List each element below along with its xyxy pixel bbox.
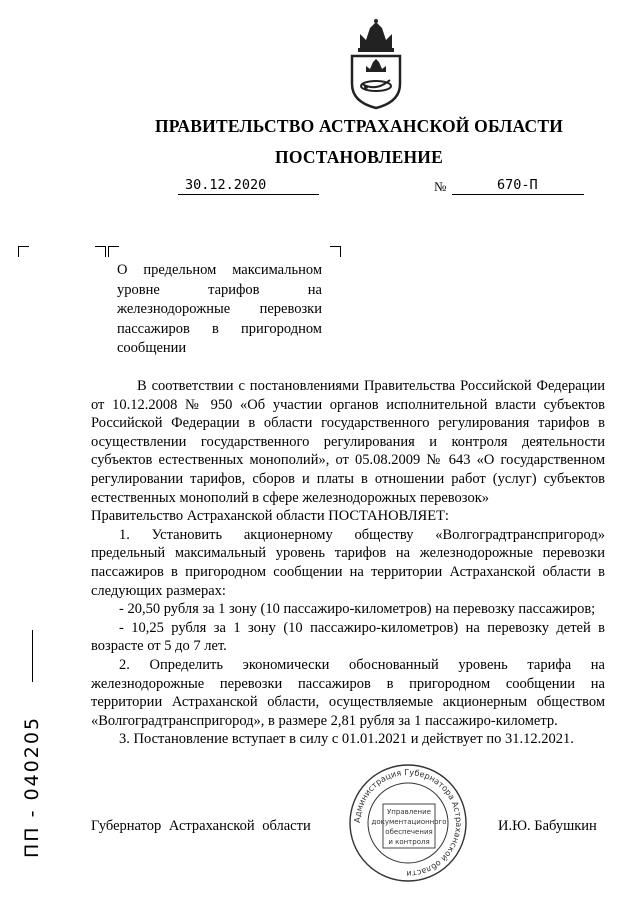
document-subject: О предельном максимальном уровне тарифов на железнодорожные перевозки пассажиров в пригородном сообщении <box>117 262 322 356</box>
clause-1-item-children: - 10,25 рубля за 1 зону (10 пассажиро-километров) на перевозку детей в возрасте от 5 до 7 лет. <box>91 619 605 655</box>
stamp-line-3: обеспечения <box>385 828 433 836</box>
corner-bracket-subject-right <box>330 246 341 257</box>
margin-line <box>32 630 33 682</box>
official-stamp <box>347 762 469 884</box>
document-type: ПОСТАНОВЛЕНИЕ <box>275 147 443 167</box>
stamp-line-1: Управление <box>387 808 431 816</box>
stamp-ring-text: Администрация Губернатора Астраханской области <box>351 766 465 880</box>
signer-title: Губернатор Астраханской области <box>91 818 311 834</box>
document-date: 30.12.2020 <box>178 177 319 195</box>
clause-1-item-passengers: - 20,50 рубля за 1 зону (10 пассажиро-километров) на перевозку пассажиров; <box>119 601 596 618</box>
organization-header <box>0 116 640 168</box>
preamble-paragraph: В соответствии с постановлениями Правительства Российской Федерации от 10.12.2008 № 950 «Об участии органов исполнительной власти субъектов Российской Федерации в области государственного регулирования тарифов в осуществлении государственного регулирования и контроля деятельности субъектов естественных монополий», от 05.08.2009 № 643 «О государственном регулировании тарифов, сборов и платы в отношении работ (услуг) субъектов естественных монополий в сфере железнодорожных перевозок» <box>91 378 605 506</box>
document-number: 670-П <box>452 177 584 195</box>
corner-bracket-left <box>18 246 29 257</box>
coat-of-arms-emblem <box>346 18 406 110</box>
clause-1-paragraph: 1. Установить акционерному обществу «Волгоградтранспригород» предельный максимальный уровень тарифов на железнодорожные перевозки пассажиров в пригородном сообщении на территории Астраханской области в следующих размерах: <box>91 526 605 599</box>
org-name: ПРАВИТЕЛЬСТВО АСТРАХАНСКОЙ ОБЛАСТИ <box>154 116 564 136</box>
side-registration-code <box>14 690 44 860</box>
number-label: № <box>434 179 447 194</box>
clause-3-paragraph: 3. Постановление вступает в силу с 01.01.2021 и действует по 31.12.2021. <box>119 731 574 748</box>
registration-code-text: ПП - 040205 <box>21 715 43 858</box>
signer-name: И.Ю. Бабушкин <box>498 818 597 834</box>
document-body <box>91 377 605 749</box>
clause-2-paragraph: 2. Определить экономически обоснованный уровень тарифа на железнодорожные перевозки пассажиров в пригородном сообщении на территории Астраханской области, осуществляемые акционерным обществом «Волгоградтранспригород», в размере 2,81 рубля за 1 пассажиро-километр. <box>91 656 605 729</box>
stamp-line-2: документационного <box>371 818 447 826</box>
corner-bracket-subject-left2 <box>108 246 119 257</box>
corner-bracket-subject-left <box>95 246 106 257</box>
resolution-paragraph: Правительство Астраханской области ПОСТАНОВЛЯЕТ: <box>91 508 449 525</box>
stamp-line-4: и контроля <box>388 838 430 846</box>
